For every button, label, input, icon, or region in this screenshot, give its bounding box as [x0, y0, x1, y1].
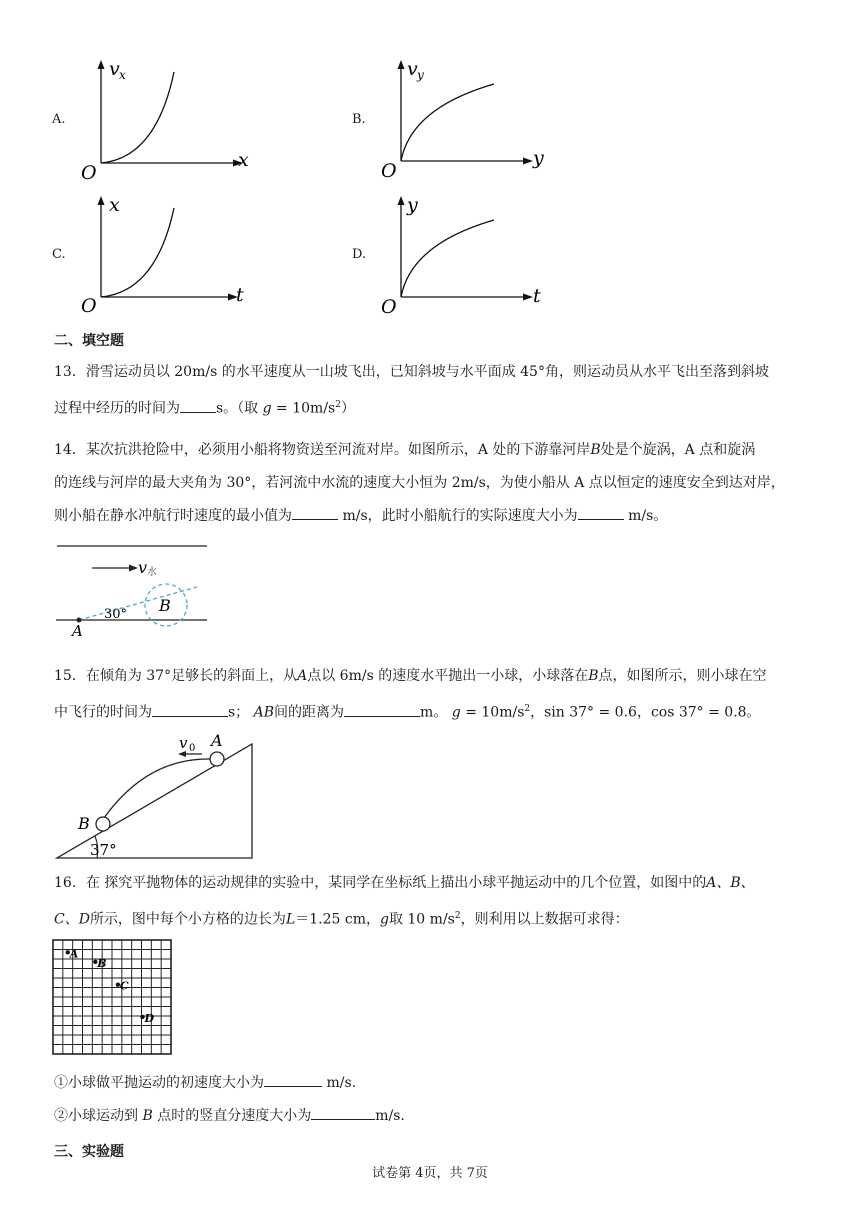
- axis-x-c: t: [236, 284, 244, 306]
- grid-label-b: B: [97, 956, 107, 970]
- svg-text:y: y: [417, 68, 424, 82]
- origin-d: O: [381, 296, 397, 318]
- grid-label-a: A: [69, 947, 79, 961]
- svg-text:v: v: [138, 558, 148, 577]
- line-a-to-vortex: [79, 587, 197, 620]
- grid-label-c: C: [119, 979, 129, 993]
- graph-b: [376, 58, 556, 182]
- origin-c: O: [81, 295, 97, 316]
- point-b: B: [159, 596, 171, 615]
- section-title-experiment: 三、实验题: [54, 1144, 124, 1160]
- axis-y-c: x: [109, 194, 120, 216]
- axis-y-b: v: [407, 58, 418, 80]
- question-14: 14．某次抗洪抢险中，必须用小船将物资送至河流对岸。如图所示，A 处的下游靠河岸B处是个旋涡，A 点和旋涡 的连线与河岸的最大夹角为 30°，若河流中水流的速度大小恒为 2m/s，为使小船从 A 点以恒定的速度安全到达对岸， 则小船在静水冲航行时速度的最小值为 m/s，此时小船航行的实际速度大小为 m/s。: [54, 442, 785, 524]
- q14-blank-1[interactable]: [292, 505, 338, 520]
- question-13: 13．滑雪运动员以 20m/s 的水平速度从一山坡飞出，已知斜坡与水平面成 45°角，则运动员从水平飞出至落到斜坡 过程中经历的时间为 s。（取 $g = 10m/s^2$）: [54, 364, 769, 417]
- q14-blank-2[interactable]: [578, 505, 624, 520]
- question-16: 16．在 探究平抛物体的运动规律的实验中，某同学在坐标纸上描出小球平抛运动中的几个位置，如图中的A、B、 C、D所示，图中每个小方格的边长为L＝1.25 cm，g取 10 $m/s^2$，则利用以上数据可求得：: [54, 875, 755, 928]
- angle-label: 30°: [104, 607, 128, 622]
- graph-d: [376, 194, 556, 318]
- axis-x-b: y: [533, 147, 544, 169]
- ball-a: [210, 752, 224, 766]
- curve-a: [101, 72, 174, 163]
- grid-figure: [52, 939, 174, 1057]
- svg-text:水: 水: [147, 567, 157, 578]
- grid-label-d: D: [144, 1011, 155, 1025]
- river-figure: [52, 540, 217, 638]
- q16-blank-2[interactable]: [311, 1105, 375, 1120]
- page-footer: 试卷第 4页，共 7页: [372, 1166, 488, 1181]
- axis-x-d: t: [533, 285, 541, 307]
- question-16-subitems: ①小球做平抛运动的初速度大小为 m/s. ②小球运动到 B 点时的竖直分速度大小为 m/s.: [54, 1067, 814, 1133]
- label-a: A: [211, 731, 223, 750]
- curve-c: [101, 208, 174, 297]
- ball-b: [96, 817, 110, 831]
- axis-x-a: x: [238, 149, 249, 171]
- axis-y-a: v: [109, 58, 120, 80]
- incline-angle: 37°: [90, 841, 117, 859]
- q13-blank[interactable]: [180, 398, 216, 413]
- q15-blank-1[interactable]: [152, 702, 228, 717]
- origin-a: O: [81, 162, 97, 180]
- point-a: A: [72, 622, 83, 638]
- svg-text:0: 0: [189, 743, 196, 754]
- curve-d: [401, 220, 494, 297]
- q16-blank-1[interactable]: [264, 1072, 322, 1087]
- svg-text:v: v: [179, 734, 188, 752]
- incline-figure: [52, 730, 262, 862]
- option-d-label: D.: [352, 247, 367, 262]
- question-15: 15．在倾角为 37°足够长的斜面上，从A点以 6m/s 的速度水平抛出一小球，小球落在B点，如图所示，则小球在空 中飞行的时间为 s； AB间的距离为 m。 $g = 10m/s^2$，sin 37° = 0.6，cos 37° = 0.8。: [54, 668, 767, 721]
- trajectory: [104, 759, 210, 818]
- origin-b: O: [381, 160, 397, 182]
- q15-blank-2[interactable]: [344, 702, 420, 717]
- graph-a: [76, 58, 256, 180]
- section-title-fill-in: 二、填空题: [54, 333, 124, 349]
- graph-c: [76, 194, 256, 316]
- option-b-label: B.: [352, 112, 366, 127]
- option-a-label: A.: [52, 112, 66, 127]
- option-c-label: C.: [52, 247, 66, 262]
- curve-b: [401, 84, 494, 161]
- svg-text:x: x: [119, 68, 126, 82]
- label-b: B: [78, 814, 90, 833]
- axis-y-d: y: [407, 194, 418, 216]
